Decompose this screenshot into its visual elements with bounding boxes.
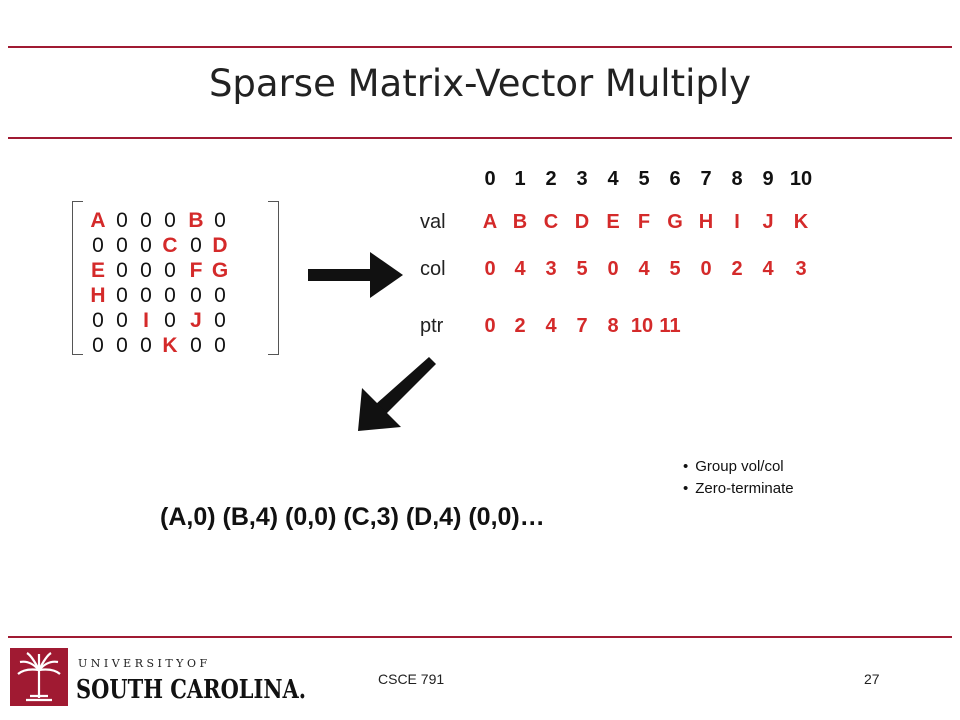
matrix-cell: 0 <box>190 284 202 307</box>
down-left-arrow-icon <box>356 355 436 435</box>
top-rule <box>8 46 952 48</box>
matrix-cell: 0 <box>140 284 152 307</box>
matrix-cell: 0 <box>140 259 152 282</box>
matrix-cell: 0 <box>214 309 226 332</box>
matrix-cell: A <box>90 209 106 232</box>
matrix-cell: F <box>189 259 203 282</box>
index-cell: 8 <box>731 168 743 190</box>
matrix-cell: 0 <box>116 334 128 357</box>
matrix-cell: 0 <box>190 234 202 257</box>
footer-rule <box>8 636 952 638</box>
index-cell: 7 <box>700 168 712 190</box>
val-cell: D <box>574 211 590 233</box>
matrix-cell: I <box>143 309 149 332</box>
matrix-cell: 0 <box>92 334 104 357</box>
val-cell: C <box>543 211 559 233</box>
val-cell: F <box>637 211 651 233</box>
matrix-cell: 0 <box>116 284 128 307</box>
index-cell: 6 <box>669 168 681 190</box>
bullet-item: • Zero-terminate <box>683 478 794 500</box>
index-cell: 9 <box>762 168 774 190</box>
ptr-label: ptr <box>420 315 444 337</box>
page-number: 27 <box>864 671 880 687</box>
matrix-cell: 0 <box>116 234 128 257</box>
index-cell: 1 <box>514 168 526 190</box>
matrix-cell: 0 <box>164 209 176 232</box>
matrix-right-bracket <box>268 201 279 355</box>
matrix-cell: E <box>90 259 105 282</box>
col-cell: 4 <box>638 258 650 280</box>
matrix-cell: H <box>90 284 106 307</box>
matrix-cell: 0 <box>190 334 202 357</box>
matrix-left-bracket <box>72 201 83 355</box>
logo-line1: U N I V E R S I T Y O F <box>78 657 208 670</box>
col-cell: 4 <box>762 258 774 280</box>
val-cell: B <box>512 211 528 233</box>
slide-title: Sparse Matrix-Vector Multiply <box>208 62 752 105</box>
val-cell: H <box>698 211 714 233</box>
ptr-cell: 11 <box>659 315 681 337</box>
matrix-cell: G <box>211 259 229 282</box>
matrix-cell: 0 <box>214 209 226 232</box>
val-cell: I <box>734 211 740 233</box>
col-cell: 3 <box>795 258 807 280</box>
matrix-cell: J <box>190 309 202 332</box>
col-cell: 5 <box>576 258 588 280</box>
val-cell: K <box>793 211 809 233</box>
right-arrow-icon <box>308 246 403 306</box>
ptr-cell: 7 <box>576 315 588 337</box>
index-cell: 4 <box>607 168 619 190</box>
course-label: CSCE 791 <box>378 671 445 687</box>
matrix-cell: 0 <box>92 309 104 332</box>
matrix-cell: C <box>162 234 178 257</box>
matrix-cell: 0 <box>140 209 152 232</box>
index-cell: 5 <box>638 168 650 190</box>
val-cell: E <box>606 211 620 233</box>
val-cell: J <box>762 211 774 233</box>
index-cell: 0 <box>484 168 496 190</box>
matrix-cell: 0 <box>214 284 226 307</box>
index-cell: 2 <box>545 168 557 190</box>
matrix-cell: 0 <box>140 234 152 257</box>
matrix-cell: 0 <box>214 334 226 357</box>
ptr-cell: 2 <box>514 315 526 337</box>
matrix-cell: 0 <box>164 284 176 307</box>
matrix-cell: 0 <box>116 309 128 332</box>
matrix-cell: 0 <box>116 209 128 232</box>
index-cell: 3 <box>576 168 588 190</box>
col-cell: 0 <box>607 258 619 280</box>
matrix-cell: 0 <box>92 234 104 257</box>
ptr-cell: 10 <box>630 315 654 337</box>
index-cell: 10 <box>789 168 813 190</box>
matrix-cell: B <box>188 209 204 232</box>
col-cell: 4 <box>514 258 526 280</box>
matrix-cell: 0 <box>140 334 152 357</box>
ptr-cell: 4 <box>545 315 557 337</box>
matrix-cell: K <box>162 334 178 357</box>
col-cell: 5 <box>669 258 681 280</box>
col-cell: 0 <box>484 258 496 280</box>
val-label: val <box>420 211 446 233</box>
col-cell: 3 <box>545 258 557 280</box>
ptr-cell: 0 <box>484 315 496 337</box>
matrix-cell: 0 <box>116 259 128 282</box>
pairs-expression: (A,0) (B,4) (0,0) (C,3) (D,4) (0,0)… <box>160 503 545 531</box>
bullet-list <box>683 456 794 500</box>
bullet-item: • Group vol/col <box>683 456 794 478</box>
val-cell: A <box>482 211 498 233</box>
title-rule <box>8 137 952 139</box>
matrix-cell: 0 <box>164 309 176 332</box>
palmetto-logo-icon <box>10 648 310 706</box>
ptr-cell: 8 <box>607 315 619 337</box>
matrix-cell: 0 <box>164 259 176 282</box>
logo-line2: SOUTH CAROLINA. <box>76 675 306 705</box>
val-cell: G <box>667 211 683 233</box>
col-cell: 2 <box>731 258 743 280</box>
col-cell: 0 <box>700 258 712 280</box>
matrix-cell: D <box>212 234 228 257</box>
col-label: col <box>420 258 446 280</box>
